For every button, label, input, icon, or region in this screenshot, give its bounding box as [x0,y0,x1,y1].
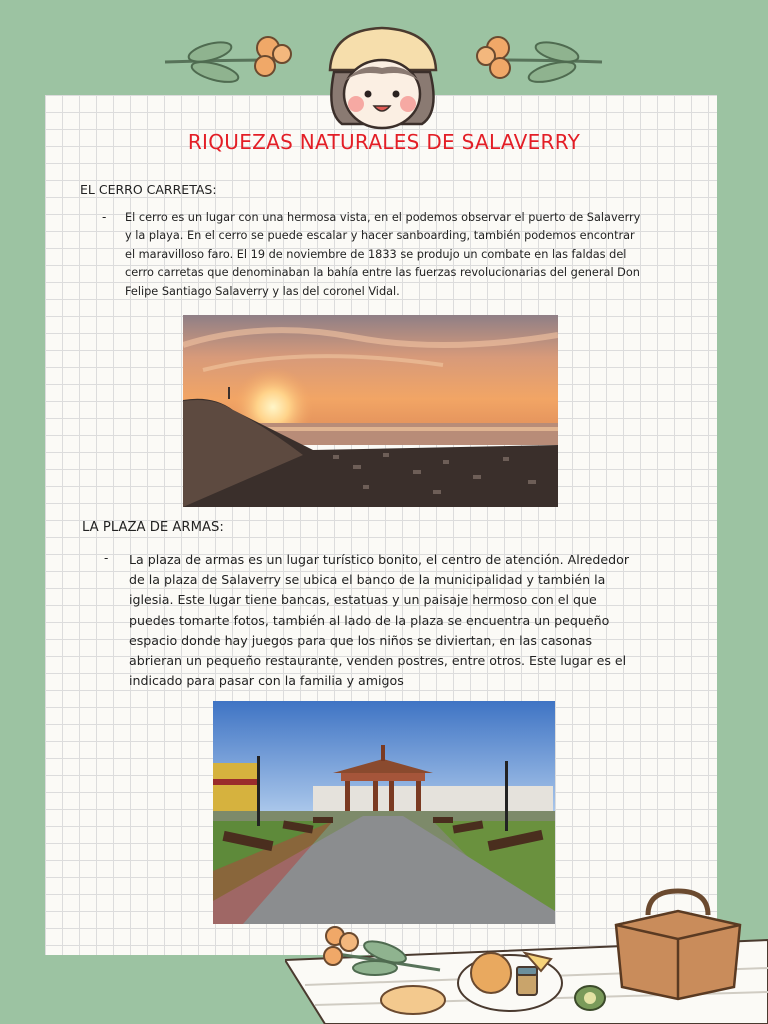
bread-loaf-icon [378,982,448,1018]
bread-plate-icon [455,945,575,1015]
flower-branch-left-icon [160,30,295,90]
picnic-basket-icon [608,885,748,1005]
plaza-paragraph: La plaza de armas es un lugar turístico bonito, el centro de atención. Alrededor de la plaza de Salaverry se ubica el banco de la municipalidad y también la iglesia. Este lugar tiene bancas, estatuas y un paisaje hermoso con el que puedes tomarte fotos, también al lado de la plaza se encuentra un pequeño espacio donde hay juegos para que los niños se diviertan, en las casonas abrieran un pequeño restaurante, venden postres, entre otros. Este lugar es el indicado para pasar con la familia y amigos [129,552,630,689]
plaza-photo [213,701,555,924]
flower-branch-bottom-icon [315,922,445,982]
flower-branch-right-icon [472,30,607,90]
section-heading-cerro: EL CERRO CARRETAS: [80,182,217,197]
section-heading-plaza: LA PLAZA DE ARMAS: [82,520,224,535]
bullet-marker: - [102,210,107,224]
avocado-icon [572,980,608,1016]
bullet-marker: - [104,551,109,565]
girl-face-icon [312,22,452,132]
cerro-sunset-photo [183,315,558,507]
cerro-paragraph: El cerro es un lugar con una hermosa vista, en el podemos observar el puerto de Salaverry y la playa. En el cerro se puede escalar y hacer sanboarding, también podemos encontrar el maravilloso faro. El 19 de noviembre de 1833 se produjo un combate en las faldas del cerro carretas que denominaban la bahía entre las fuerzas revolucionarias del general Don Felipe Santiago Salaverry y las del coronel Vidal. [125,211,641,298]
page-title: RIQUEZAS NATURALES DE SALAVERRY [187,130,581,154]
